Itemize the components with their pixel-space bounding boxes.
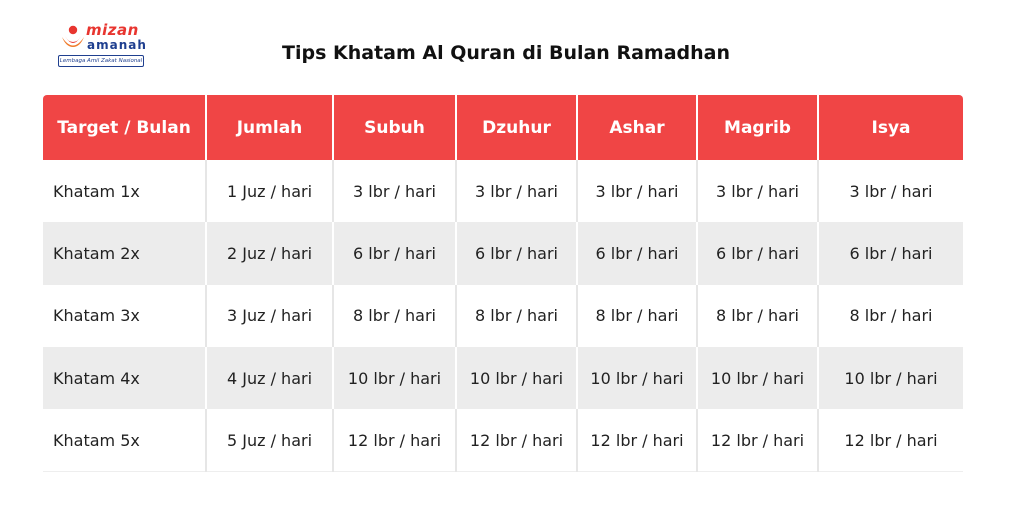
table-cell: Khatam 1x	[43, 160, 206, 222]
table-cell: 12 lbr / hari	[333, 409, 456, 471]
table-cell: Khatam 2x	[43, 222, 206, 284]
page-title: Tips Khatam Al Quran di Bulan Ramadhan	[282, 42, 730, 64]
header-cell: Isya	[818, 95, 963, 160]
table-cell: 10 lbr / hari	[577, 347, 697, 409]
header-cell: Ashar	[577, 95, 697, 160]
table-cell: 6 lbr / hari	[697, 222, 818, 284]
header-cell: Subuh	[333, 95, 456, 160]
table-cell: 10 lbr / hari	[818, 347, 963, 409]
header-cell: Target / Bulan	[43, 95, 206, 160]
table-cell: 8 lbr / hari	[577, 285, 697, 347]
table-cell: 8 lbr / hari	[333, 285, 456, 347]
table-cell: 12 lbr / hari	[456, 409, 577, 471]
table-cell: 6 lbr / hari	[333, 222, 456, 284]
table-cell: 1 Juz / hari	[206, 160, 333, 222]
table-row	[43, 285, 963, 347]
table-cell: 5 Juz / hari	[206, 409, 333, 471]
khatam-schedule-table	[43, 95, 963, 472]
table-cell: 10 lbr / hari	[697, 347, 818, 409]
table-cell: 6 lbr / hari	[456, 222, 577, 284]
header-cell: Jumlah	[206, 95, 333, 160]
logo-mizan-text: mizan	[86, 21, 139, 39]
table-cell: 4 Juz / hari	[206, 347, 333, 409]
table-cell: 12 lbr / hari	[577, 409, 697, 471]
table-row	[43, 347, 963, 409]
table-cell: 8 lbr / hari	[456, 285, 577, 347]
table-cell: 8 lbr / hari	[818, 285, 963, 347]
table-row	[43, 160, 963, 222]
table-cell: 3 lbr / hari	[577, 160, 697, 222]
table-cell: 3 lbr / hari	[697, 160, 818, 222]
logo-amanah-text: amanah	[87, 38, 147, 52]
table-row	[43, 222, 963, 284]
header-cell: Magrib	[697, 95, 818, 160]
table-cell: 6 lbr / hari	[818, 222, 963, 284]
table-cell: Khatam 5x	[43, 409, 206, 471]
table-cell: 12 lbr / hari	[697, 409, 818, 471]
table-cell: Khatam 4x	[43, 347, 206, 409]
logo-tagline: Lembaga Amil Zakat Nasional	[58, 55, 144, 67]
table-cell: 3 Juz / hari	[206, 285, 333, 347]
table-cell: Khatam 3x	[43, 285, 206, 347]
table-cell: 3 lbr / hari	[333, 160, 456, 222]
table-cell: 3 lbr / hari	[456, 160, 577, 222]
header-cell: Dzuhur	[456, 95, 577, 160]
table-cell: 10 lbr / hari	[333, 347, 456, 409]
table-row	[43, 409, 963, 471]
table-cell: 2 Juz / hari	[206, 222, 333, 284]
table-header-row	[43, 95, 963, 160]
table-cell: 10 lbr / hari	[456, 347, 577, 409]
person-icon	[60, 24, 86, 52]
table-cell: 8 lbr / hari	[697, 285, 818, 347]
table-cell: 3 lbr / hari	[818, 160, 963, 222]
mizan-amanah-logo	[56, 22, 148, 68]
table-cell: 6 lbr / hari	[577, 222, 697, 284]
table-cell: 12 lbr / hari	[818, 409, 963, 471]
